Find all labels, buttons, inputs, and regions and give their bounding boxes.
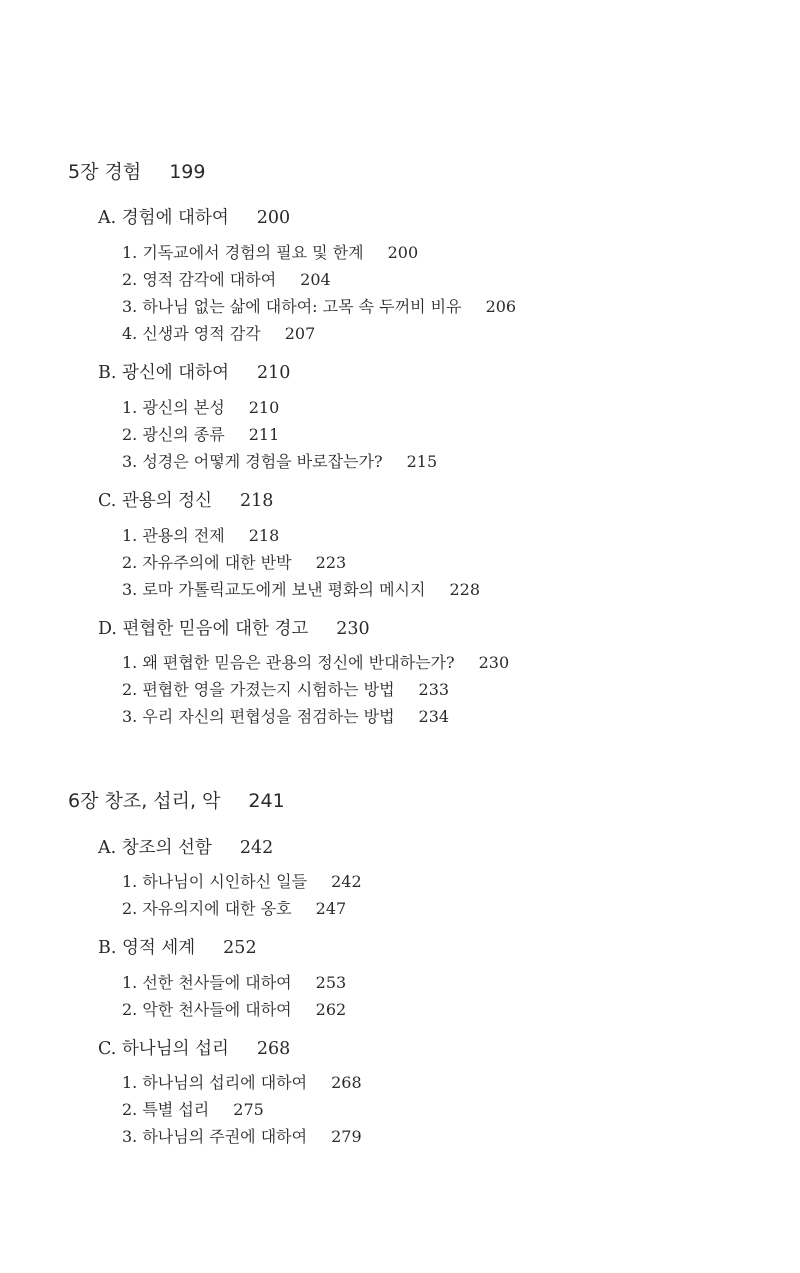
section-title: B. 광신에 대하여: [98, 363, 229, 383]
page-number: 230: [478, 653, 510, 672]
page-number: 230: [336, 619, 370, 639]
toc-item: [122, 427, 279, 443]
page-number: 204: [300, 270, 331, 289]
chapter-title: 6장 창조, 섭리, 악: [68, 790, 221, 812]
page-number: 253: [315, 973, 347, 992]
chapter-6-entry: [68, 792, 285, 811]
page-number: 268: [331, 1073, 362, 1092]
section-entry: [98, 840, 273, 858]
page-number: 211: [248, 425, 280, 444]
item-title: 1. 선한 천사들에 대하여: [122, 973, 292, 992]
toc-item: [122, 1002, 346, 1018]
toc-item: [122, 528, 279, 544]
item-title: 2. 자유의지에 대한 옹호: [122, 899, 292, 918]
page-number: 252: [223, 938, 257, 958]
section-entry: [98, 365, 290, 383]
section-entry: [98, 493, 273, 511]
page-number: 262: [315, 1000, 347, 1019]
item-title: 4. 신생과 영적 감각: [122, 324, 261, 343]
page-number: 242: [239, 838, 274, 858]
page-number: 210: [256, 363, 291, 383]
section-title: A. 경험에 대하여: [98, 208, 229, 228]
section-title: B. 영적 세계: [98, 938, 196, 958]
page-number: 228: [449, 580, 480, 599]
item-title: 2. 악한 천사들에 대하여: [122, 1000, 292, 1019]
page-number: 242: [331, 872, 362, 891]
toc-item: [122, 400, 279, 416]
toc-item: [122, 655, 509, 671]
toc-item: [122, 1075, 362, 1091]
toc-item: [122, 874, 362, 890]
section-title: A. 창조의 선함: [98, 838, 212, 858]
section-title: C. 하나님의 섭리: [98, 1039, 229, 1059]
toc-item: [122, 1129, 362, 1145]
section-title: D. 편협한 믿음에 대한 경고: [98, 619, 309, 639]
item-title: 1. 광신의 본성: [122, 398, 225, 417]
chapter-5-entry: [68, 163, 205, 182]
section-entry: [98, 1041, 290, 1059]
item-title: 2. 광신의 종류: [122, 425, 225, 444]
section-entry: [98, 940, 257, 958]
page-number: 206: [485, 297, 517, 316]
page-number: 241: [248, 790, 285, 812]
item-title: 3. 성경은 어떻게 경험을 바로잡는가?: [122, 452, 383, 471]
toc-item: [122, 272, 331, 288]
item-title: 2. 특별 섭리: [122, 1100, 210, 1119]
page-number: 215: [406, 452, 438, 471]
page-number: 279: [331, 1127, 362, 1146]
item-title: 2. 편협한 영을 가졌는지 시험하는 방법: [122, 680, 395, 699]
page-number: 223: [315, 553, 347, 572]
section-entry: [98, 210, 290, 228]
page-number: 210: [248, 398, 280, 417]
page-number: 218: [248, 526, 280, 545]
page-number: 200: [387, 243, 419, 262]
page-number: 233: [418, 680, 450, 699]
toc-item: [122, 901, 346, 917]
toc-item: [122, 682, 449, 698]
item-title: 1. 하나님의 섭리에 대하여: [122, 1073, 308, 1092]
page-number: 234: [418, 707, 450, 726]
section-title: C. 관용의 정신: [98, 491, 212, 511]
page-number: 275: [233, 1100, 264, 1119]
toc-item: [122, 299, 516, 315]
item-title: 3. 로마 가톨릭교도에게 보낸 평화의 메시지: [122, 580, 426, 599]
toc-item: [122, 454, 437, 470]
page-number: 247: [315, 899, 347, 918]
page-number: 199: [169, 161, 206, 183]
page-number: 200: [256, 208, 291, 228]
toc-item: [122, 245, 418, 261]
toc-item: [122, 326, 315, 342]
toc-item: [122, 975, 346, 991]
page-number: 207: [284, 324, 316, 343]
item-title: 1. 왜 편협한 믿음은 관용의 정신에 반대하는가?: [122, 653, 455, 672]
toc-item: [122, 555, 346, 571]
item-title: 3. 하나님 없는 삶에 대하여: 고목 속 두꺼비 비유: [122, 297, 462, 316]
page-number: 218: [239, 491, 274, 511]
toc-item: [122, 709, 449, 725]
item-title: 1. 하나님이 시인하신 일들: [122, 872, 308, 891]
toc-item: [122, 1102, 264, 1118]
item-title: 3. 우리 자신의 편협성을 점검하는 방법: [122, 707, 395, 726]
item-title: 3. 하나님의 주권에 대하여: [122, 1127, 308, 1146]
section-entry: [98, 621, 370, 639]
item-title: 1. 관용의 전제: [122, 526, 225, 545]
item-title: 2. 자유주의에 대한 반박: [122, 553, 292, 572]
page-number: 268: [256, 1039, 291, 1059]
item-title: 1. 기독교에서 경험의 필요 및 한계: [122, 243, 364, 262]
toc-item: [122, 582, 480, 598]
item-title: 2. 영적 감각에 대하여: [122, 270, 277, 289]
chapter-title: 5장 경험: [68, 161, 142, 183]
